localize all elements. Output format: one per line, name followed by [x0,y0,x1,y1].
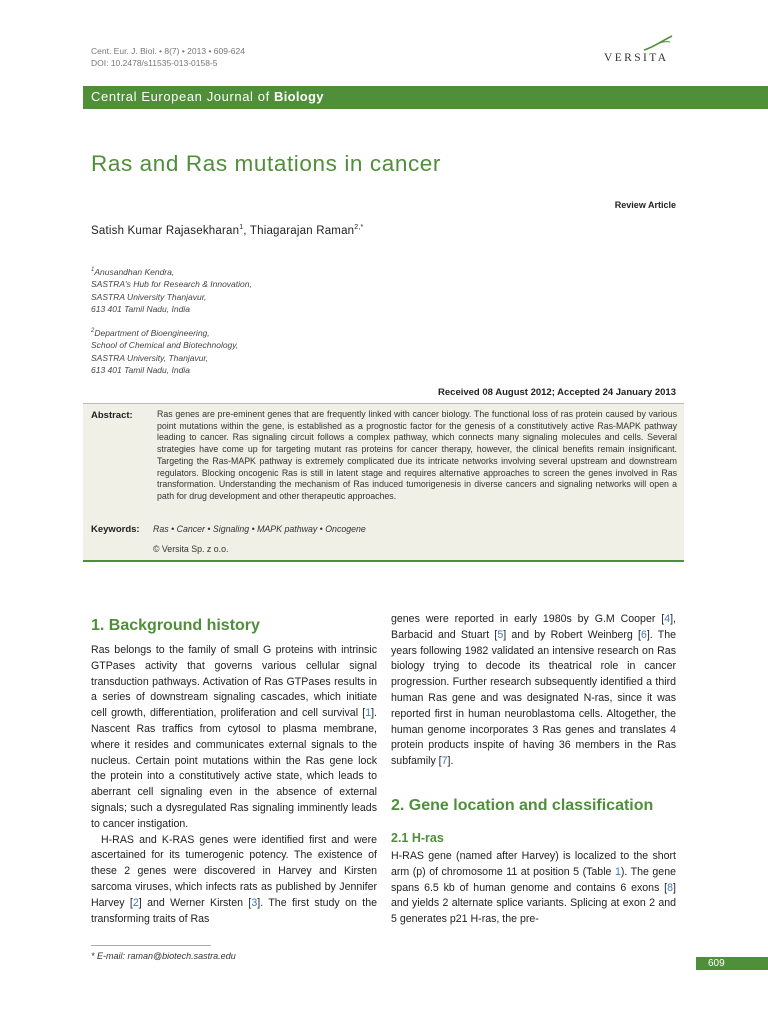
affiliation-line: 613 401 Tamil Nadu, India [91,365,190,376]
journal-bar [83,86,768,109]
footnote-email: * E-mail: raman@biotech.sastra.edu [91,951,236,961]
author-list [91,224,363,237]
journal-subject: Biology [274,89,324,104]
right-column [391,612,676,770]
author-2: Thiagarajan Raman [249,224,355,237]
citation-link[interactable]: 4 [664,613,671,625]
abstract-text: Ras genes are pre-eminent genes that are frequently linked with cancer biology. The functional loss of ras protein caused by various point mutations within the gene, is established as a prognostic factor for the genesis of a constitutively active Ras-MAPK pathway leading to cancer. Ras signaling circuit follows a complex pathway, which connects many signaling molecules and cells. Several strategies have come up for targeting mutant ras proteins for cancer therapy, however, the clinical benefits remain insignificant. Targeting the Ras-MAPK pathway is extremely complicated due its intricate networks involving several upstream and downstream regulators. Blocking oncogenic Ras is still in latent stage and requires alternative approaches to screen the genes involved in Ras transformation. Understanding the mechanism of Ras induced tumorigenesis in diverse cancers and signaling networks will open a path for drug development and other therapeutic approaches. [157,409,677,501]
section-heading-background: 1. Background history [91,617,260,634]
article-title: Ras and Ras mutations in cancer [91,151,442,176]
page-number-box [696,957,768,970]
citation-link[interactable]: 3 [251,896,258,909]
leaf-icon [642,34,676,52]
journal-prefix: Central European Journal of [91,89,270,104]
citation-link[interactable]: 7 [441,755,448,768]
affiliation-1 [91,264,252,316]
right-column-continued [391,849,676,928]
citation-link[interactable]: 2 [132,896,139,909]
keywords-label: Keywords: [91,524,140,535]
footnote-divider [91,945,211,946]
author-separator: , [243,224,250,237]
article-type: Review Article [614,200,676,210]
citation-link[interactable]: 8 [667,881,674,894]
affiliation-line: Anusandhan Kendra, [94,266,175,277]
author-1: Satish Kumar Rajasekharan [91,224,240,237]
publisher-name: VERSITA [604,52,669,64]
left-column [91,643,377,927]
affiliation-line: SASTRA University Thanjavur, [91,291,207,302]
affiliation-1-mark: 1 [91,267,95,273]
keywords: Ras • Cancer • Signaling • MAPK pathway • Oncogene [153,524,366,534]
affiliation-line: SASTRA University, Thanjavur, [91,352,209,363]
publisher-logo [600,34,680,66]
paragraph: H-RAS gene (named after Harvey) is localized to the short arm (p) of chromosome 11 at position 5 (Table 1). The gene spans 6.5 kb of human genome and contains 6 exons [8] and yields 2 alternate splice variants. Splicing at exon 2 and 5 generates p21 H-ras, the pre- [391,850,676,926]
affiliation-line: 613 401 Tamil Nadu, India [91,304,190,315]
citation: Cent. Eur. J. Biol. • 8(7) • 2013 • 609-624 [91,46,245,56]
citation-meta [91,45,245,69]
received-dates: Received 08 August 2012; Accepted 24 January 2013 [438,387,676,398]
affiliation-line: SASTRA's Hub for Research & Innovation, [91,279,252,290]
copyright: © Versita Sp. z o.o. [153,544,229,554]
table-link[interactable]: 1 [614,865,621,878]
affiliation-line: School of Chemical and Biotechnology, [91,340,239,351]
author-1-mark: 1 [239,224,244,231]
paragraph: H-RAS and K-RAS genes were identified first and were ascertained for its tumerogenic potency. The existence of these 2 genes were discovered in Harvey and Kirsten sarcoma viruses, which infects rats as published by Jennifer Harvey [2] and Werner Kirsten [3]. The first study on the transforming traits of Ras [91,833,377,925]
abstract-box [83,403,684,562]
affiliation-2-mark: 2 [91,328,95,334]
subsection-heading-hras: 2.1 H-ras [391,831,444,845]
affiliation-2 [91,325,238,377]
page-number: 609 [708,958,725,969]
citation-link[interactable]: 1 [365,707,372,720]
affiliation-line: Department of Bioengineering, [94,327,210,338]
journal-title [91,89,324,104]
paragraph: genes were reported in early 1980s by G.M Cooper [4], Barbacid and Stuart [5] and by Robert Weinberg [6]. The years following 1982 validated an intensive research on Ras biology trying to decode its theatrical role in cancer progression. Further research subsequently identified a third human Ras gene and was designated N-ras, since it was reported first in human neuroblastoma cells. Altogether, the human genome incorporates 3 Ras genes and translates 4 protein products inspite of having 36 members in the Ras subfamily [7]. [391,613,676,768]
abstract-label: Abstract: [91,410,133,421]
doi: DOI: 10.2478/s11535-013-0158-5 [91,58,218,68]
citation-link[interactable]: 6 [640,628,647,641]
author-2-mark: 2,* [354,224,364,231]
section-heading-gene-location: 2. Gene location and classification [391,797,654,814]
citation-link[interactable]: 5 [497,628,504,641]
paragraph: Ras belongs to the family of small G proteins with intrinsic GTPases activity that governs various cellular signal transduction pathways. Activation of Ras GTPases results in a series of downstream signaling cascades, which initiate cell growth, differentiation, proliferation and cell survival [1]. Nascent Ras traffics from cytosol to plasma membrane, where it resides and communicates external signals to the nucleus. Certain point mutations within the Ras gene lock the protein into a constitutively active state, which leads to aberrant cell signaling even in the absence of external signals; such a dysregulated Ras signaling imminently leads to cancer instigation. [91,644,377,830]
